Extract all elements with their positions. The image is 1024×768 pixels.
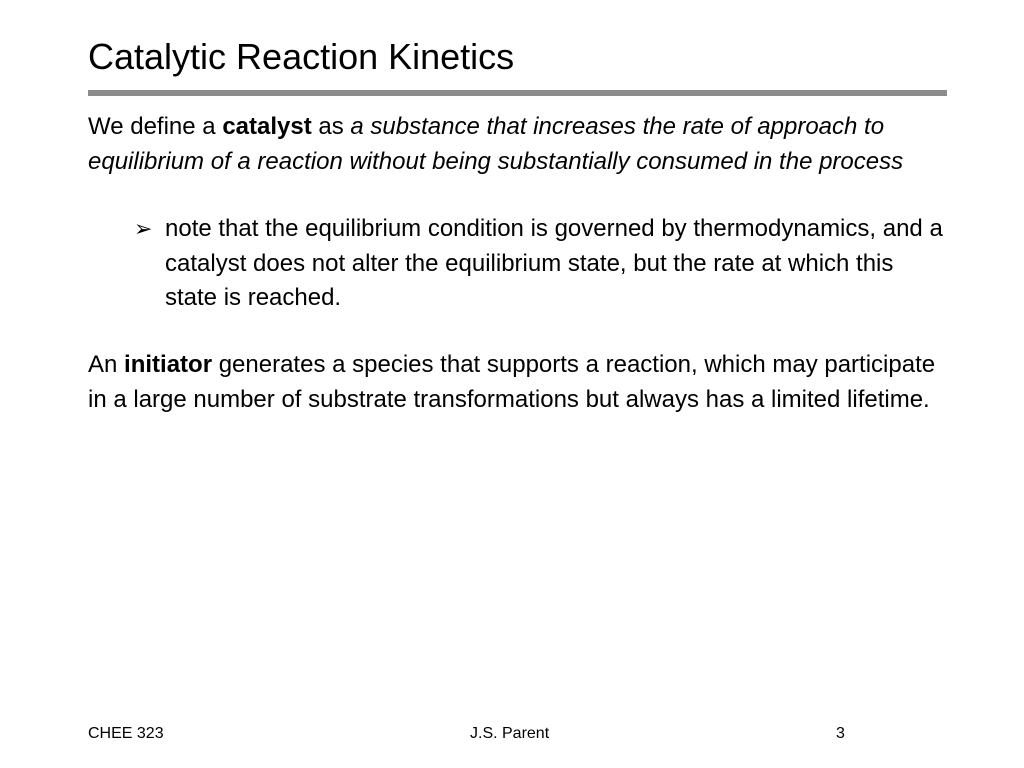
- footer-course: CHEE 323: [88, 725, 164, 742]
- catalyst-paragraph-middle: as: [311, 113, 351, 140]
- footer-page-number: 3: [836, 725, 845, 742]
- catalyst-definition-paragraph: [88, 110, 948, 179]
- arrow-bullet-icon: ➢: [134, 216, 153, 241]
- initiator-term: initiator: [124, 351, 213, 378]
- slide-title: Catalytic Reaction Kinetics: [88, 36, 515, 77]
- initiator-paragraph-prefix: An: [88, 351, 125, 378]
- catalyst-term: catalyst: [222, 113, 312, 140]
- title-divider: [88, 90, 947, 96]
- catalyst-paragraph-prefix: We define a: [88, 113, 223, 140]
- initiator-paragraph-rest: generates a species that supports a reaction, which may participate in a large number of substrate transformations but always has a limited lifetime.: [88, 351, 936, 413]
- bullet-text: note that the equilibrium condition is governed by thermodynamics, and a catalyst does not alter the equilibrium state, but the rate at which this state is reached.: [165, 215, 943, 311]
- footer-author: J.S. Parent: [470, 725, 550, 742]
- catalyst-definition-text: a substance that increases the rate of approach to equilibrium of a reaction without being substantially consumed in the process: [88, 113, 904, 175]
- initiator-definition-paragraph: [88, 348, 948, 417]
